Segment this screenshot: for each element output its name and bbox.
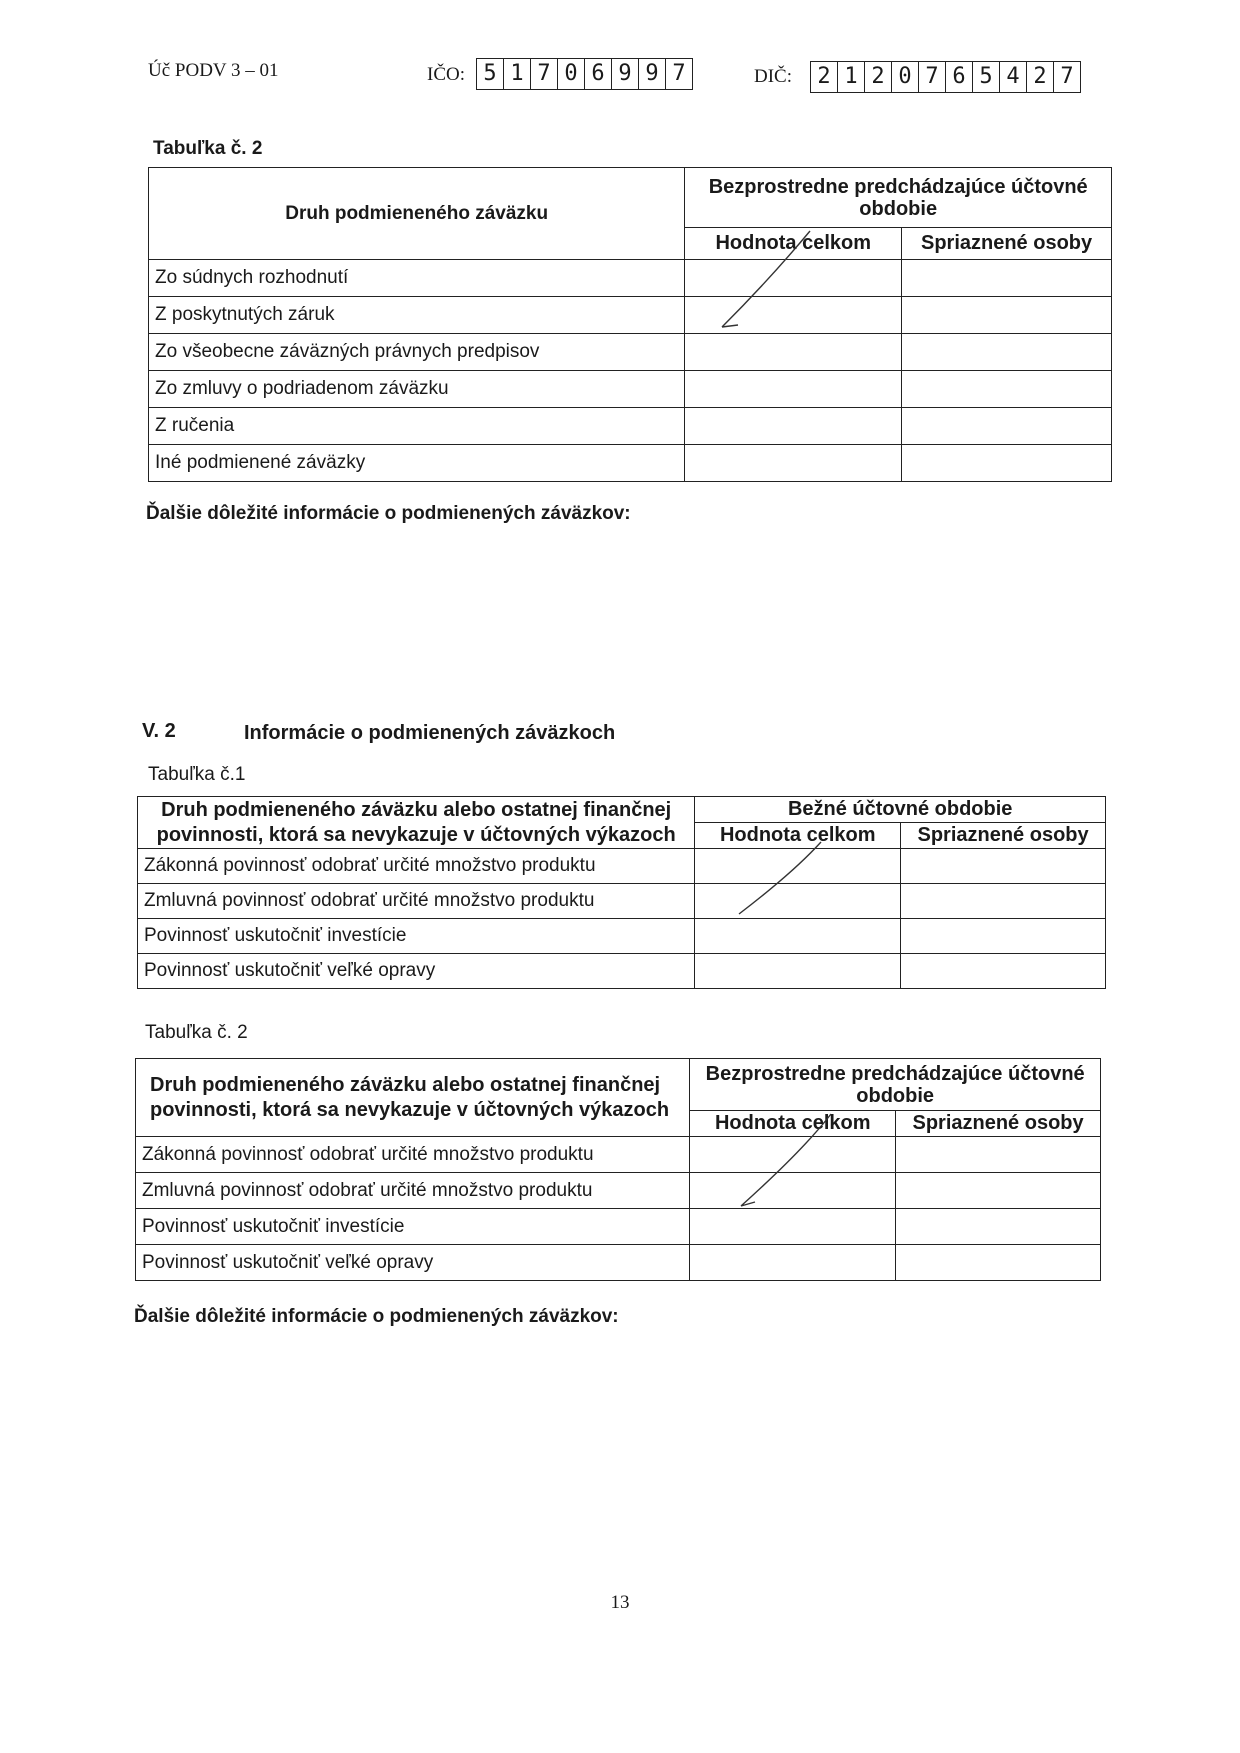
ico-digit: 1 (504, 59, 531, 89)
pen-strike-mark (735, 838, 825, 918)
dic-digit: 2 (811, 62, 838, 92)
table-row-label: Zo zmluvy o podriadenom záväzku (149, 371, 685, 408)
ico-digit: 0 (558, 59, 585, 89)
section-title: Informácie o podmienených záväzkoch (244, 722, 616, 744)
related-cell[interactable] (901, 919, 1106, 954)
related-cell[interactable] (901, 954, 1106, 989)
related-cell[interactable] (896, 1173, 1101, 1209)
table-row-label: Z ručenia (149, 408, 685, 445)
table-row-label: Iné podmienené záväzky (149, 445, 685, 482)
related-cell[interactable] (902, 297, 1112, 334)
table2-caption: Tabuľka č. 2 (145, 1022, 248, 1043)
top-subheader-total: Hodnota celkom (685, 228, 902, 260)
top-col1-header: Druh podmieneného záväzku (149, 168, 685, 260)
table-2 (135, 1058, 1101, 1281)
notes-label-1: Ďalšie dôležité informácie o podmienených záväzkov: (146, 503, 631, 524)
top-subheader-related: Spriaznené osoby (902, 228, 1112, 260)
top-table (148, 167, 1112, 482)
total-cell[interactable] (690, 1245, 896, 1281)
dic-digit: 7 (919, 62, 946, 92)
table-row-label: Zákonná povinnosť odobrať určité množstvo produktu (136, 1137, 690, 1173)
table-row-label: Zo všeobecne záväzných právnych predpisov (149, 334, 685, 371)
t1-col1-header: Druh podmieneného záväzku alebo ostatnej finančnej povinnosti, ktorá sa nevykazuje v účtovných výkazoch (138, 797, 695, 849)
table-row-label: Zákonná povinnosť odobrať určité množstvo produktu (138, 849, 695, 884)
table-row-label: Zmluvná povinnosť odobrať určité množstvo produktu (138, 884, 695, 919)
related-cell[interactable] (901, 849, 1106, 884)
related-cell[interactable] (901, 884, 1106, 919)
related-cell[interactable] (896, 1245, 1101, 1281)
total-cell[interactable] (690, 1209, 896, 1245)
total-cell[interactable] (685, 408, 902, 445)
top-group-header: Bezprostredne predchádzajúce účtovné obdobie (685, 168, 1112, 228)
related-cell[interactable] (902, 408, 1112, 445)
total-cell[interactable] (695, 919, 901, 954)
total-cell[interactable] (685, 334, 902, 371)
ico-digit: 5 (477, 59, 504, 89)
total-cell[interactable] (685, 371, 902, 408)
pen-strike-mark (735, 1110, 835, 1210)
total-cell[interactable] (695, 954, 901, 989)
table-row-label: Povinnosť uskutočniť investície (136, 1209, 690, 1245)
related-cell[interactable] (902, 445, 1112, 482)
notes-label-2: Ďalšie dôležité informácie o podmienených záväzkov: (134, 1306, 619, 1327)
t1-group-header: Bežné účtovné obdobie (695, 797, 1106, 823)
dic-digit: 1 (838, 62, 865, 92)
related-cell[interactable] (902, 371, 1112, 408)
dic-digit: 4 (1000, 62, 1027, 92)
table-row-label: Povinnosť uskutočniť veľké opravy (136, 1245, 690, 1281)
dic-boxes (810, 61, 1081, 93)
total-cell[interactable] (685, 445, 902, 482)
page-number: 13 (610, 1592, 630, 1613)
related-cell[interactable] (902, 260, 1112, 297)
t2-col1-header: Druh podmieneného záväzku alebo ostatnej finančnej povinnosti, ktorá sa nevykazuje v účtovných výkazoch (136, 1059, 690, 1137)
t2-subheader-related: Spriaznené osoby (896, 1111, 1101, 1137)
ico-digit: 6 (585, 59, 612, 89)
t2-group-header: Bezprostredne predchádzajúce účtovné obdobie (690, 1059, 1101, 1111)
related-cell[interactable] (896, 1137, 1101, 1173)
ico-digit: 9 (639, 59, 666, 89)
top-table-caption: Tabuľka č. 2 (153, 138, 263, 159)
dic-digit: 2 (865, 62, 892, 92)
table-1 (137, 796, 1106, 989)
ico-boxes (476, 58, 693, 90)
ico-digit: 9 (612, 59, 639, 89)
dic-digit: 6 (946, 62, 973, 92)
table1-caption: Tabuľka č.1 (148, 764, 246, 785)
ico-label: IČO: (427, 64, 465, 85)
related-cell[interactable] (902, 334, 1112, 371)
t1-subheader-total: Hodnota celkom (695, 823, 901, 849)
table-row-label: Z poskytnutých záruk (149, 297, 685, 334)
dic-digit: 2 (1027, 62, 1054, 92)
form-code: Úč PODV 3 – 01 (148, 60, 279, 81)
table-row-label: Zmluvná povinnosť odobrať určité množstvo produktu (136, 1173, 690, 1209)
ico-digit: 7 (672, 61, 686, 86)
dic-label: DIČ: (754, 66, 792, 87)
dic-digit: 5 (973, 62, 1000, 92)
t1-subheader-related: Spriaznené osoby (901, 823, 1106, 849)
table-row-label: Povinnosť uskutočniť investície (138, 919, 695, 954)
ico-digit: 7 (531, 59, 558, 89)
pen-strike-mark (710, 225, 820, 335)
table-row-label: Povinnosť uskutočniť veľké opravy (138, 954, 695, 989)
t2-subheader-total: Hodnota celkom (690, 1111, 896, 1137)
dic-digit: 7 (1060, 64, 1074, 89)
related-cell[interactable] (896, 1209, 1101, 1245)
dic-digit: 0 (892, 62, 919, 92)
table-row-label: Zo súdnych rozhodnutí (149, 260, 685, 297)
section-number: V. 2 (142, 720, 176, 742)
